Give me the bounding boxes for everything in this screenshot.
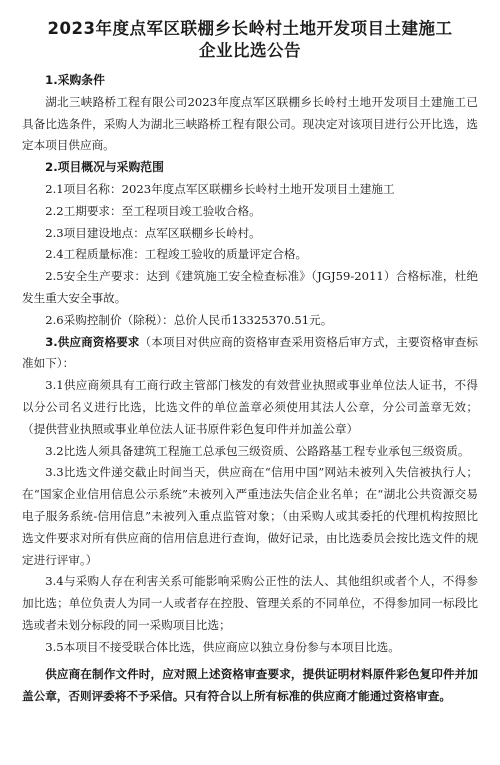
section-3-heading-note: （本项目对供应商的资格审查采用资格后审方式，主要资格审查标准如下）： [22,334,478,371]
item-3-3: 3.3比选文件递交截止时间当天，供应商在“信用中国”网站未被列入失信被执行人；在“国家企业信用信息公示系统”未被列入严重违法失信企业名单；在“湖北公共资源交易电子服务系统-信用信息”未被列入重点监管对象；（由采购人或其委托的代理机构按照比选文件要求对所有供应商的信用信息进行查询，做好记录，由比选委员会按比选文件的规定进行评审。） [22,465,478,567]
item-3-1: 3.1供应商须具有工商行政主管部门核发的有效营业执照或事业单位法人证书，不得以分公司名义进行比选，比选文件的单位盖章必须使用其法人公章，分公司盖章无效；（提供营业执照或事业单位法人证书原件彩色复印件并加盖公章） [22,378,478,436]
item-2-6: 2.6采购控制价（除税）：总价人民币13325370.51元。 [45,312,333,327]
section-1-text: 湖北三峡路桥工程有限公司2023年度点军区联棚乡长岭村土地开发项目土建施工已具备比选条件，采购人为湖北三峡路桥工程有限公司。现决定对该项目进行公开比选，选定本项目供应商。 [22,94,478,153]
item-2-3: 2.3项目建设地点：点军区联棚乡长岭村。 [45,225,261,240]
item-2-2: 2.2工期要求：至工程项目竣工验收合格。 [45,203,261,218]
item-3-5: 3.5本项目不接受联合体比选，供应商应以独立身份参与本项目比选。 [45,639,400,654]
section-3-heading-paragraph [22,332,478,376]
item-3-4: 3.4与采购人存在利害关系可能影响采购公正性的法人、其他组织或者个人，不得参加比选；单位负责人为同一人或者存在控股、管理关系的不同单位，不得参加同一标段比选或者未划分标段的同一采购项目比选； [22,574,478,632]
section-3-heading: 3.供应商资格要求 [45,334,140,349]
item-2-4: 2.4工程质量标准：工程竣工验收的质量评定合格。 [45,247,308,262]
title-line-1: 2023年度点军区联棚乡长岭村土地开发项目土建施工 [47,19,453,38]
document-title [22,18,478,62]
title-line-2: 企业比选公告 [199,41,301,60]
item-3-2: 3.2比选人须具备建筑工程施工总承包三级资质、公路路基工程专业承包三级资质。 [45,443,470,458]
section-2-heading: 2.项目概况与采购范围 [45,160,164,175]
final-note: 供应商在制作文件时，应对照上述资格审查要求，提供证明材料原件彩色复印件并加盖公章，否则评委将不予采信。只有符合以上所有标准的供应商才能通过资格审查。 [22,666,478,704]
item-2-5: 2.5安全生产要求：达到《建筑施工安全检查标准》（JGJ59-2011）合格标准，杜绝发生重大安全事故。 [22,269,478,305]
item-2-1: 2.1项目名称：2023年度点军区联棚乡长岭村土地开发项目土建施工 [45,181,395,196]
section-1-heading: 1.采购条件 [45,73,105,87]
